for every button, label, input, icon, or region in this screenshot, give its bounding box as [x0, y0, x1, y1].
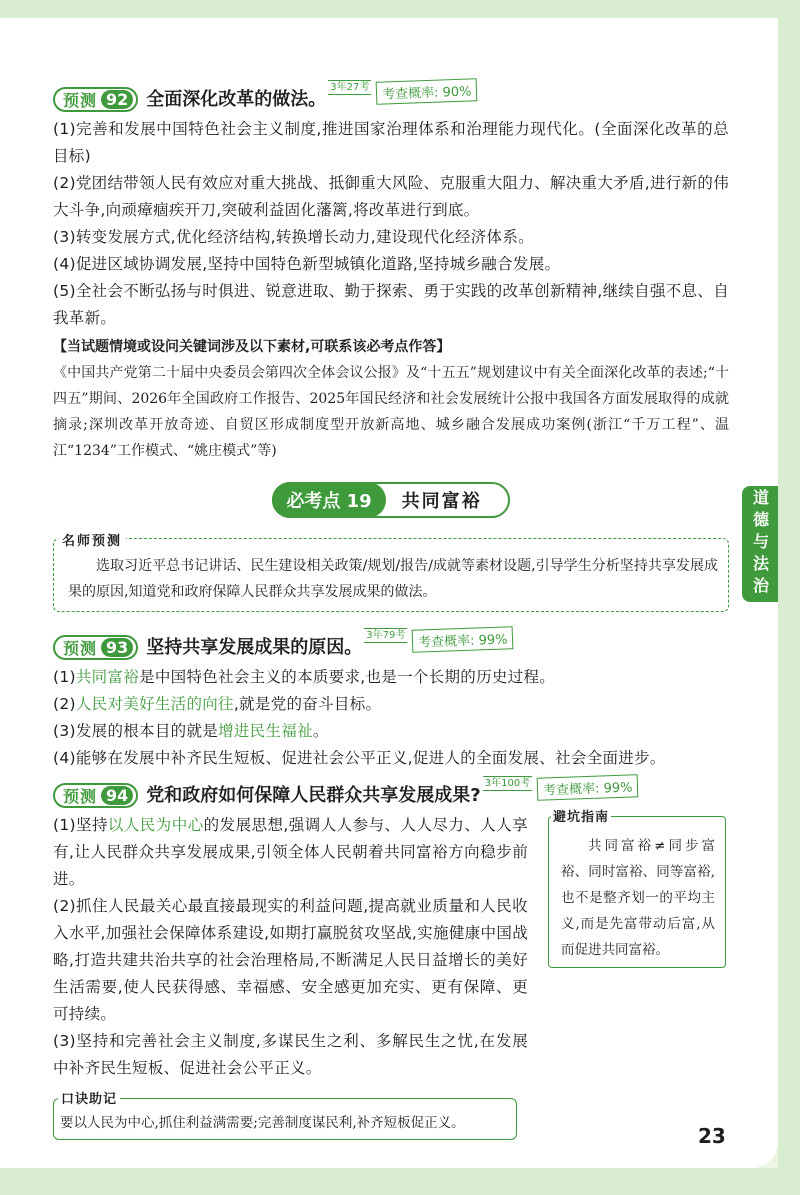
prediction-word: 预测 — [63, 639, 98, 658]
exam-frequency: 3年79考 — [366, 630, 406, 641]
banner-pill: 必考点 19 — [272, 482, 385, 518]
list-item — [53, 745, 729, 772]
section-banner — [53, 482, 729, 518]
list-item: (4)促进区域协调发展,坚持中国特色新型城镇化道路,坚持城乡融合发展。 — [53, 255, 561, 273]
prediction-title: 全面深化改革的做法。 — [146, 89, 327, 110]
prediction-93-body — [53, 664, 729, 772]
item-text: (4)能够在发展中补齐民生短板、促进社会公平正义,促进人的全面发展、社会全面进步。 — [53, 749, 666, 767]
prediction-92-body — [53, 116, 729, 464]
list-item: (2)抓住人民最关心最直接最现实的利益问题,提高就业质量和人民收入水平,加强社会保障体系建设,如期打赢脱贫攻坚战,实施健康中国战略,打造共建共治共享的社会治理格局,不断满足人民日益增长的美好生活需要,使人民获得感、幸福感、安全感更加充实、更有保障、更可持续。 — [53, 897, 528, 1023]
item-text: (2) — [53, 695, 76, 713]
list-item: (3)转变发展方式,优化经济结构,转换增长动力,建设现代化经济体系。 — [53, 228, 534, 246]
key-phrase: 增进民生福祉 — [218, 722, 313, 740]
list-item — [53, 691, 729, 718]
item-text: 。 — [312, 722, 329, 740]
right-margin-band — [778, 0, 800, 1195]
prediction-number: 94 — [101, 786, 133, 805]
exam-probability-stamp: 考查概率: 99% — [412, 626, 514, 653]
prediction-tag — [53, 783, 138, 808]
prediction-word: 预测 — [63, 91, 98, 110]
item-text: (1) — [53, 668, 76, 686]
mnemonic-box — [53, 1092, 517, 1140]
bottom-margin-band — [0, 1168, 800, 1195]
page-number: 23 — [698, 1124, 726, 1148]
exam-probability-stamp: 考查概率: 90% — [376, 78, 478, 105]
prediction-tag — [53, 635, 138, 660]
pitfall-guide-tag: 避坑指南 — [551, 806, 611, 825]
key-phrase: 以人民为中心 — [107, 816, 204, 834]
prediction-94-text — [53, 812, 528, 1082]
item-text: ,就是党的奋斗目标。 — [233, 695, 382, 713]
banner-box — [272, 482, 509, 518]
mnemonic-tag: 口诀助记 — [58, 1088, 120, 1107]
prediction-title: 坚持共享发展成果的原因。 — [146, 637, 363, 658]
teacher-prediction-tag: 名师预测 — [58, 530, 126, 549]
mnemonic-text: 要以人民为中心,抓住利益满需要;完善制度谋民利,补齐短板促正义。 — [60, 1115, 465, 1131]
item-text: 是中国特色社会主义的本质要求,也是一个长期的历史过程。 — [139, 668, 556, 686]
prediction-93-header — [53, 628, 729, 660]
prediction-title: 党和政府如何保障人民群众共享发展成果? — [146, 785, 481, 806]
item-text: (3)发展的根本目的就是 — [53, 722, 219, 740]
list-item: (2)党团结带领人民有效应对重大挑战、抵御重大风险、克服重大阻力、解决重大矛盾,进行新的伟大斗争,向顽瘴痼疾开刀,突破利益固化藩篱,将改革进行到底。 — [53, 174, 729, 219]
list-item — [53, 812, 528, 893]
prediction-92-header — [53, 80, 729, 112]
list-item: (3)坚持和完善社会主义制度,多谋民生之利、多解民生之忧,在发展中补齐民生短板、促进社会公平正义。 — [53, 1032, 528, 1077]
list-item — [53, 664, 729, 691]
prediction-number: 93 — [101, 638, 133, 657]
subject-side-tab[interactable]: 道德与法治 — [742, 486, 778, 602]
exam-frequency: 3年100考 — [484, 778, 531, 789]
list-item: (1)完善和发展中国特色社会主义制度,推进国家治理体系和治理能力现代化。(全面深化改革的总目标) — [53, 120, 729, 165]
list-item — [53, 718, 729, 745]
item-text: (1)坚持 — [53, 816, 108, 834]
key-phrase: 人民对美好生活的向往 — [75, 695, 234, 713]
materials-lead: 【当试题情境或设问关键词涉及以下素材,可联系该必考点作答】 — [53, 339, 451, 355]
prediction-tag — [53, 87, 138, 112]
pitfall-guide-text: 共同富裕≠同步富裕、同时富裕、同等富裕,也不是整齐划一的平均主义,而是先富带动后富,从而促进共同富裕。 — [561, 838, 715, 958]
top-margin-band — [0, 0, 800, 18]
exam-probability-stamp: 考查概率: 99% — [537, 774, 639, 801]
pitfall-guide-box — [548, 810, 726, 968]
page-content — [53, 80, 729, 1140]
banner-title: 共同富裕 — [401, 491, 482, 512]
key-phrase: 共同富裕 — [75, 668, 140, 686]
item-text: 的发展思想,强调人人参与、人人尽力、人人享有,让人民群众共享发展成果,引领全体人民朝着共同富裕方向稳步前进。 — [53, 816, 528, 888]
teacher-prediction-box — [53, 534, 729, 612]
prediction-94-body — [53, 812, 729, 1082]
teacher-prediction-text: 选取习近平总书记讲话、民生建设相关政策/规划/报告/成就等素材设题,引导学生分析坚持共享发展成果的原因,知道党和政府保障人民群众共享发展成果的做法。 — [68, 558, 718, 600]
prediction-94-header — [53, 776, 729, 808]
exam-frequency: 3年27考 — [330, 82, 370, 93]
list-item: (5)全社会不断弘扬与时俱进、锐意进取、勤于探索、勇于实践的改革创新精神,继续自强不息、自我革新。 — [53, 282, 729, 327]
prediction-word: 预测 — [63, 787, 98, 806]
prediction-number: 92 — [101, 90, 133, 109]
materials-text: 《中国共产党第二十届中央委员会第四次全体会议公报》及“十五五”规划建议中有关全面深化改革的表述;“十四五”期间、2026年全国政府工作报告、2025年国民经济和社会发展统计公报中我国各方面发展取得的成就摘录;深圳改革开放奇迹、自贸区形成制度型开放新高地、城乡融合发展成功案例(浙江“千万工程”、温江“1234”工作模式、“姚庄模式”等) — [53, 365, 729, 459]
